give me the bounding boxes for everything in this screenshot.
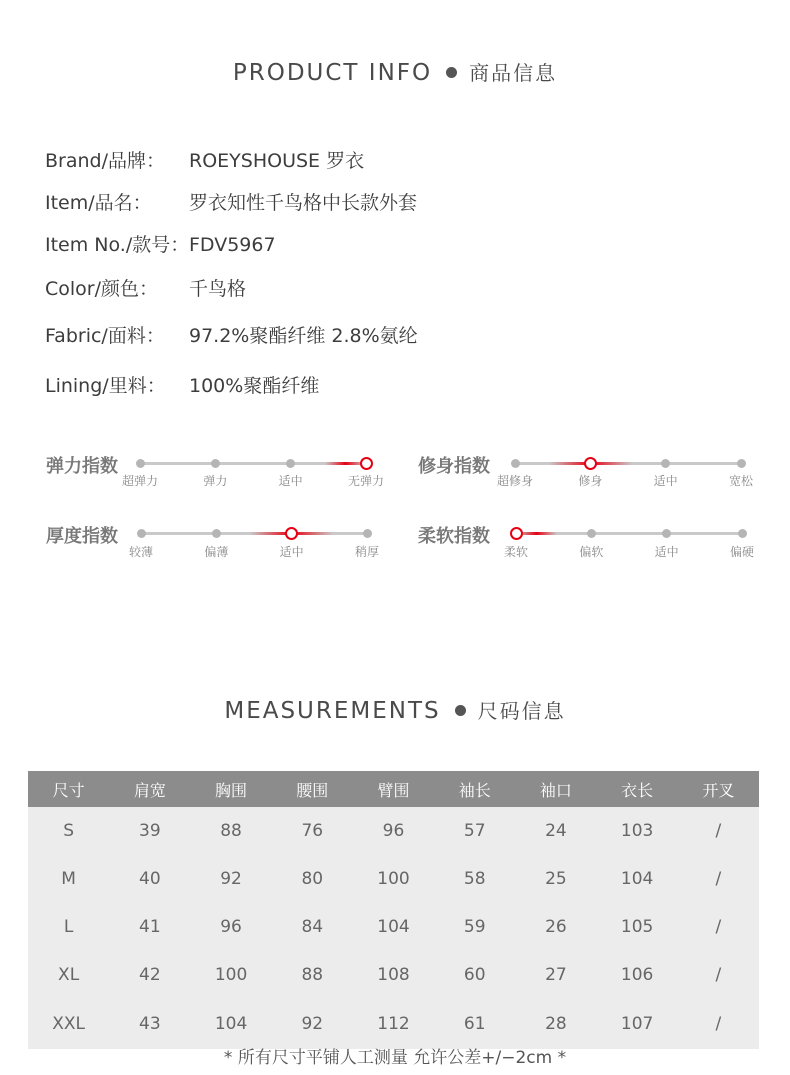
measurement-note: * 所有尺寸平铺人工测量 允许公差+/−2cm * [223,1048,567,1068]
info-row-brand [45,146,364,173]
index-name: 弹力指数 [46,456,118,477]
table-cell: 107 [597,999,678,1049]
table-header-cell: 腰围 [272,771,353,807]
product-info-title [0,57,790,86]
info-label: Item No./款号： [45,234,190,256]
info-row-color [45,274,246,301]
table-cell: / [678,903,759,951]
table-cell: 25 [515,855,596,903]
index-dot-icon [136,459,145,468]
index-level-label: 较薄 [128,545,153,559]
table-header-cell: 胸围 [190,771,271,807]
index-dot-icon [587,529,596,538]
index-dot-icon [137,529,146,538]
info-value: 97.2%聚酯纤维 2.8%氨纶 [189,325,418,347]
table-cell: / [678,807,759,855]
table-cell: 108 [353,951,434,999]
table-header-row [28,771,759,807]
table-header-cell: 尺寸 [28,771,109,807]
table-cell: 43 [109,999,190,1049]
table-body [28,807,759,1049]
table-cell: 24 [515,807,596,855]
table-cell: 42 [109,951,190,999]
index-dot-icon [738,529,747,538]
table-cell: 100 [353,855,434,903]
index-selected-dot-icon [285,527,298,540]
table-header-cell: 肩宽 [109,771,190,807]
info-row-lining [45,371,319,398]
index-dot-icon [211,459,220,468]
index-name: 厚度指数 [46,526,118,547]
table-header-cell: 袖口 [515,771,596,807]
table-cell: 61 [434,999,515,1049]
table-cell: 28 [515,999,596,1049]
index-name: 修身指数 [418,456,490,477]
index-dot-icon [737,459,746,468]
index-level-label: 偏硬 [729,545,754,559]
index-level-label: 超修身 [496,474,533,488]
table-cell: 57 [434,807,515,855]
index-level-label: 弹力 [203,474,228,488]
index-dot-icon [363,529,372,538]
table-header-cell: 臂围 [353,771,434,807]
table-cell: 84 [272,903,353,951]
table-cell: L [28,903,109,951]
table-cell: 39 [109,807,190,855]
measurements-title-en: MEASUREMENTS [224,698,441,724]
info-row-item [45,188,417,215]
table-header-cell: 衣长 [597,771,678,807]
table-cell: 26 [515,903,596,951]
table-row [28,999,759,1049]
info-value: 罗衣知性千鸟格中长款外套 [189,192,418,214]
table-row [28,951,759,999]
table-cell: / [678,999,759,1049]
table-cell: 104 [597,855,678,903]
table-cell: 88 [190,807,271,855]
product-info-title-en: PRODUCT INFO [232,60,433,86]
info-label: Item/品名： [45,192,152,214]
info-row-item-no [45,230,276,257]
table-cell: 112 [353,999,434,1049]
table-cell: 92 [190,855,271,903]
table-cell: 41 [109,903,190,951]
index-level-label: 无弹力 [347,474,384,488]
index-level-label: 偏薄 [204,545,229,559]
table-header-cell: 袖长 [434,771,515,807]
index-dot-icon [661,459,670,468]
index-level-label: 适中 [654,545,679,559]
index-selected-dot-icon [510,527,523,540]
table-cell: 92 [272,999,353,1049]
measurements-title [0,695,790,724]
measurements-title-cn: 尺码信息 [477,699,566,723]
index-track [516,532,742,535]
table-row [28,855,759,903]
table-header-cell: 开叉 [678,771,759,807]
info-value: FDV5967 [189,234,276,256]
index-name: 柔软指数 [418,526,490,547]
index-selected-dot-icon [584,457,597,470]
table-cell: / [678,951,759,999]
table-cell: 96 [190,903,271,951]
info-value: 千鸟格 [189,278,247,300]
table-cell: 88 [272,951,353,999]
size-table [28,771,759,1049]
table-cell: 60 [434,951,515,999]
index-dot-icon [212,529,221,538]
index-level-label: 超弹力 [121,474,158,488]
index-level-label: 适中 [279,545,304,559]
table-cell: 105 [597,903,678,951]
info-label: Brand/品牌： [45,150,165,172]
table-cell: 59 [434,903,515,951]
table-cell: 106 [597,951,678,999]
product-info-title-cn: 商品信息 [469,61,558,85]
index-level-label: 适中 [278,474,303,488]
index-dot-icon [662,529,671,538]
index-level-label: 适中 [653,474,678,488]
table-cell: XXL [28,999,109,1049]
index-track [141,532,367,535]
table-cell: 100 [190,951,271,999]
index-track [515,462,741,465]
info-label: Fabric/面料： [45,325,165,347]
index-selected-dot-icon [360,457,373,470]
index-track [140,462,366,465]
index-dot-icon [511,459,520,468]
table-row [28,807,759,855]
table-cell: 40 [109,855,190,903]
table-cell: 58 [434,855,515,903]
index-level-label: 偏软 [579,545,604,559]
table-cell: 103 [597,807,678,855]
table-cell: 96 [353,807,434,855]
table-cell: 104 [353,903,434,951]
info-label: Color/颜色： [45,278,159,300]
table-cell: 80 [272,855,353,903]
info-value: ROEYSHOUSE 罗衣 [189,150,365,172]
table-row [28,903,759,951]
index-level-label: 修身 [578,474,603,488]
table-cell: 104 [190,999,271,1049]
info-row-fabric [45,321,418,348]
table-cell: S [28,807,109,855]
index-dot-icon [286,459,295,468]
table-cell: XL [28,951,109,999]
index-level-label: 稍厚 [354,545,379,559]
bullet-dot-icon [455,705,466,716]
table-cell: 27 [515,951,596,999]
info-label: Lining/里料： [45,375,166,397]
table-cell: / [678,855,759,903]
index-level-label: 柔软 [503,545,528,559]
index-level-label: 宽松 [728,474,753,488]
table-cell: 76 [272,807,353,855]
bullet-dot-icon [446,67,457,78]
table-cell: M [28,855,109,903]
info-value: 100%聚酯纤维 [189,375,320,397]
